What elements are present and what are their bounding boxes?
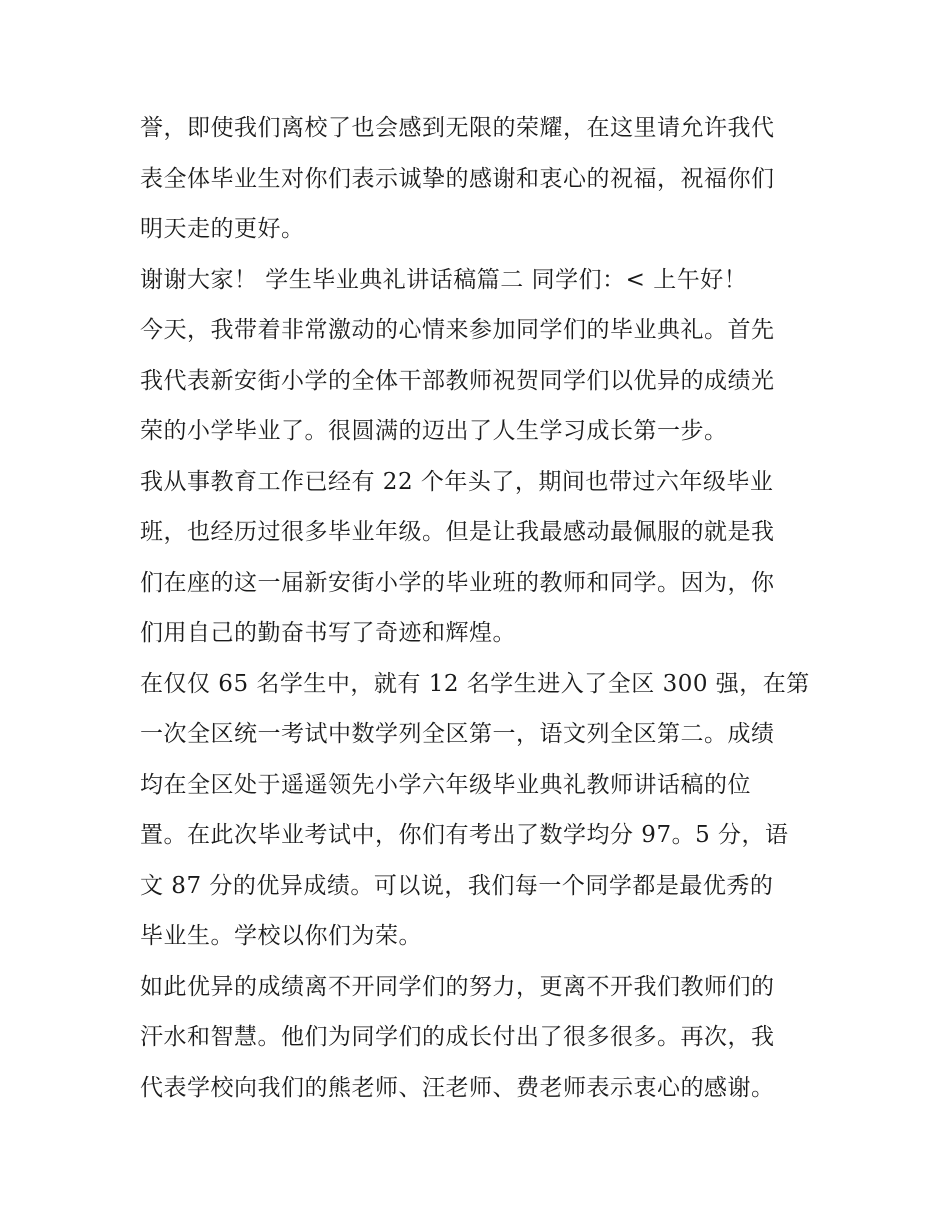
text-line: 明天走的更好。 <box>140 216 305 242</box>
text-line: 如此优异的成绩离不开同学们的努力，更离不开我们教师们的 <box>140 973 775 1000</box>
text-line: 表全体毕业生对你们表示诚挚的感谢和衷心的祝福，祝福你们 <box>140 165 775 192</box>
text-line: 荣的小学毕业了。很圆满的迈出了人生学习成长第一步。 <box>140 418 728 444</box>
text-line: 置。在此次毕业考试中，你们有考出了数学均分 97。5 分，语 <box>140 822 789 848</box>
text-line: 今天，我带着非常激动的心情来参加同学们的毕业典礼。首先 <box>140 317 775 343</box>
speech-text-body <box>140 103 820 1113</box>
text-line: 班，也经历过很多毕业年级。但是让我最感动最佩服的就是我 <box>140 519 775 545</box>
text-line: 毕业生。学校以你们为荣。 <box>140 923 422 949</box>
text-line: 们用自己的勤奋书写了奇迹和辉煌。 <box>140 620 516 646</box>
text-line: 汗水和智慧。他们为同学们的成长付出了很多很多。再次，我 <box>140 1024 775 1050</box>
text-line: 谢谢大家！ 学生毕业典礼讲话稿篇二 同学们：< 上午好！ <box>140 266 748 293</box>
text-line: 一次全区统一考试中数学列全区第一，语文列全区第二。成绩 <box>140 721 775 747</box>
text-line: 文 87 分的优异成绩。可以说，我们每一个同学都是最优秀的 <box>140 872 774 899</box>
text-line: 均在全区处于遥遥领先小学六年级毕业典礼教师讲话稿的位 <box>140 771 751 798</box>
text-line: 誉，即使我们离校了也会感到无限的荣耀，在这里请允许我代 <box>140 115 775 141</box>
text-line: 我代表新安街小学的全体干部教师祝贺同学们以优异的成绩光 <box>140 367 775 394</box>
text-line: 我从事教育工作已经有 22 个年头了，期间也带过六年级毕业 <box>140 468 774 495</box>
text-line: 代表学校向我们的熊老师、汪老师、费老师表示衷心的感谢。 <box>140 1074 775 1101</box>
text-line: 们在座的这一届新安街小学的毕业班的教师和同学。因为，你 <box>140 569 775 596</box>
text-line: 在仅仅 65 名学生中，就有 12 名学生进入了全区 300 强，在第 <box>140 670 810 697</box>
